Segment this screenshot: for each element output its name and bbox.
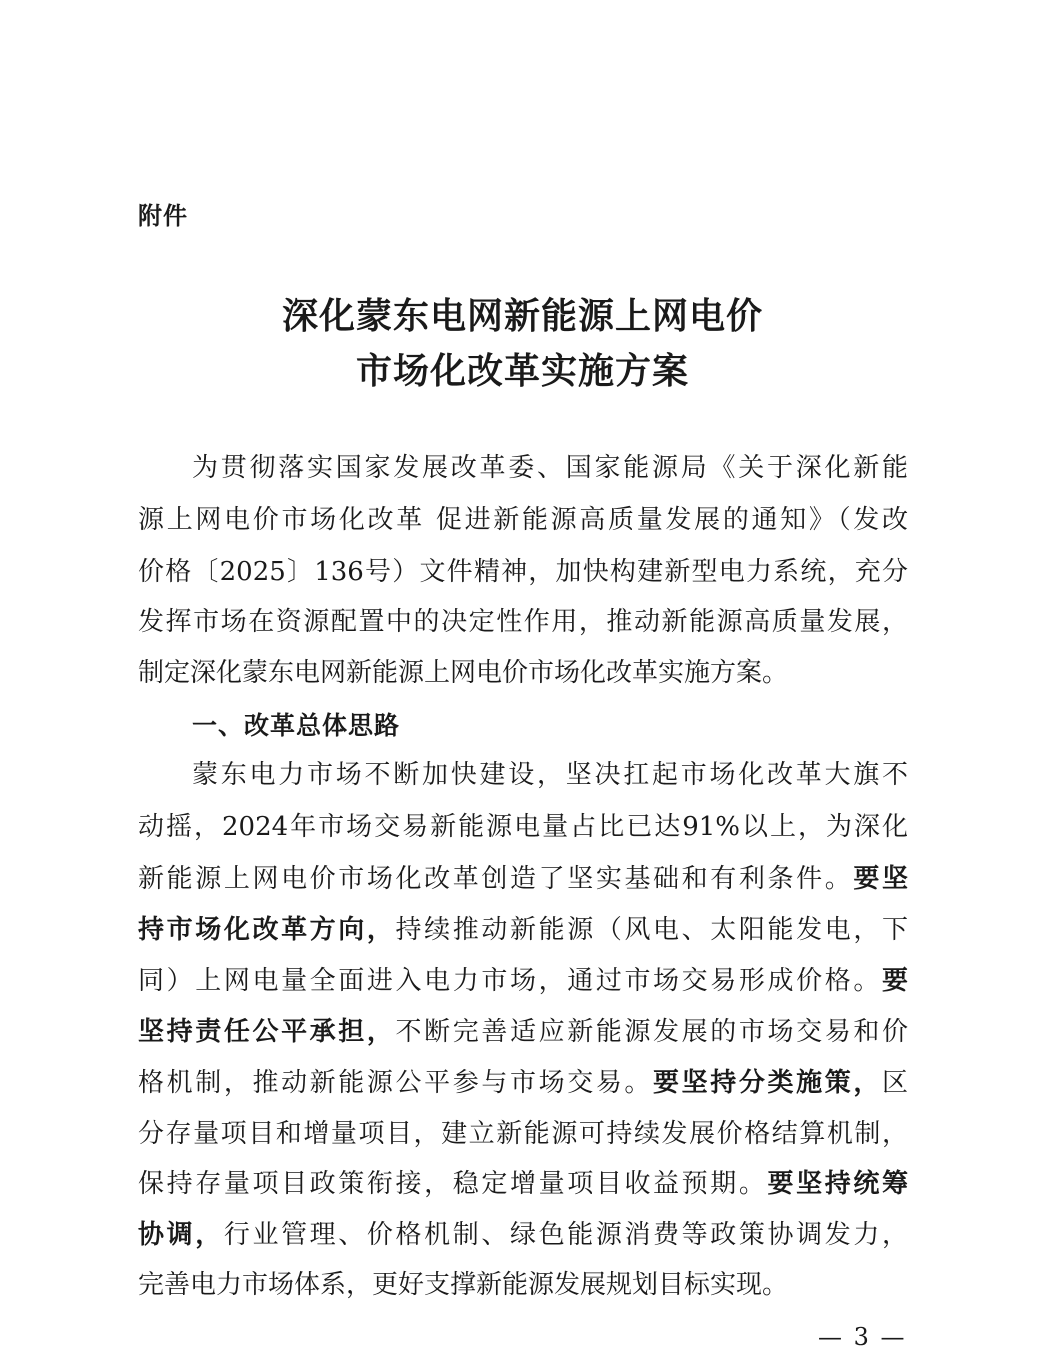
bold-phrase: 坚持责任公平承担， (138, 1017, 396, 1047)
text-run: 同）上网电量全面进入电力市场，通过市场交易形成价格。 (138, 966, 882, 996)
section-line (138, 810, 908, 844)
section-line (138, 1218, 908, 1252)
section-line (138, 964, 908, 998)
page-number: — 3 — (818, 1323, 907, 1351)
section-line (138, 1268, 908, 1302)
text-run: 分存量项目和增量项目，建立新能源可持续发展价格结算机制， (138, 1119, 908, 1149)
bold-phrase: 要坚 (853, 864, 908, 894)
intro-line: 发挥市场在资源配置中的决定性作用，推动新能源高质量发展， (138, 607, 908, 637)
bold-phrase: 要 (881, 966, 908, 996)
section-line (138, 862, 908, 896)
intro-line: 价格〔2025〕136号）文件精神，加快构建新型电力系统，充分 (138, 557, 908, 587)
bold-phrase: 持市场化改革方向， (138, 915, 396, 945)
section-line (138, 1015, 908, 1049)
bold-phrase: 要坚持统筹 (767, 1169, 908, 1199)
text-run: 蒙东电力市场不断加快建设，坚决扛起市场化改革大旗不 (192, 760, 908, 790)
intro-line: 制定深化蒙东电网新能源上网电价市场化改革实施方案。 (138, 658, 789, 688)
section-line (138, 1066, 908, 1100)
text-run: 区 (881, 1068, 908, 1098)
section-line (138, 1167, 908, 1201)
text-run: 行业管理、价格机制、绿色能源消费等政策协调发力， (223, 1220, 908, 1250)
text-run: 持续推动新能源（风电、太阳能发电，下 (395, 915, 908, 945)
text-run: 保持存量项目政策衔接，稳定增量项目收益预期。 (138, 1169, 768, 1199)
bold-phrase: 要坚持分类施策， (653, 1068, 882, 1098)
document-title-line-2: 市场化改革实施方案 (355, 350, 689, 392)
text-run: 动摇，2024年市场交易新能源电量占比已达91%以上，为深化 (138, 812, 908, 842)
section-line (192, 758, 908, 792)
intro-line: 为贯彻落实国家发展改革委、国家能源局《关于深化新能 (192, 453, 908, 483)
section-heading: 一、改革总体思路 (192, 711, 401, 740)
text-run: 新能源上网电价市场化改革创造了坚实基础和有利条件。 (138, 864, 854, 894)
text-run: 不断完善适应新能源发展的市场交易和价 (395, 1017, 908, 1047)
section-line (138, 1117, 908, 1151)
text-run: 格机制，推动新能源公平参与市场交易。 (138, 1068, 654, 1098)
attachment-label: 附件 (138, 202, 188, 230)
section-line (138, 913, 908, 947)
document-title-line-1: 深化蒙东电网新能源上网电价 (281, 295, 763, 337)
bold-phrase: 协调， (138, 1220, 224, 1250)
text-run: 完善电力市场体系，更好支撑新能源发展规划目标实现。 (138, 1270, 789, 1300)
intro-line: 源上网电价市场化改革 促进新能源高质量发展的通知》（发改 (138, 505, 908, 535)
